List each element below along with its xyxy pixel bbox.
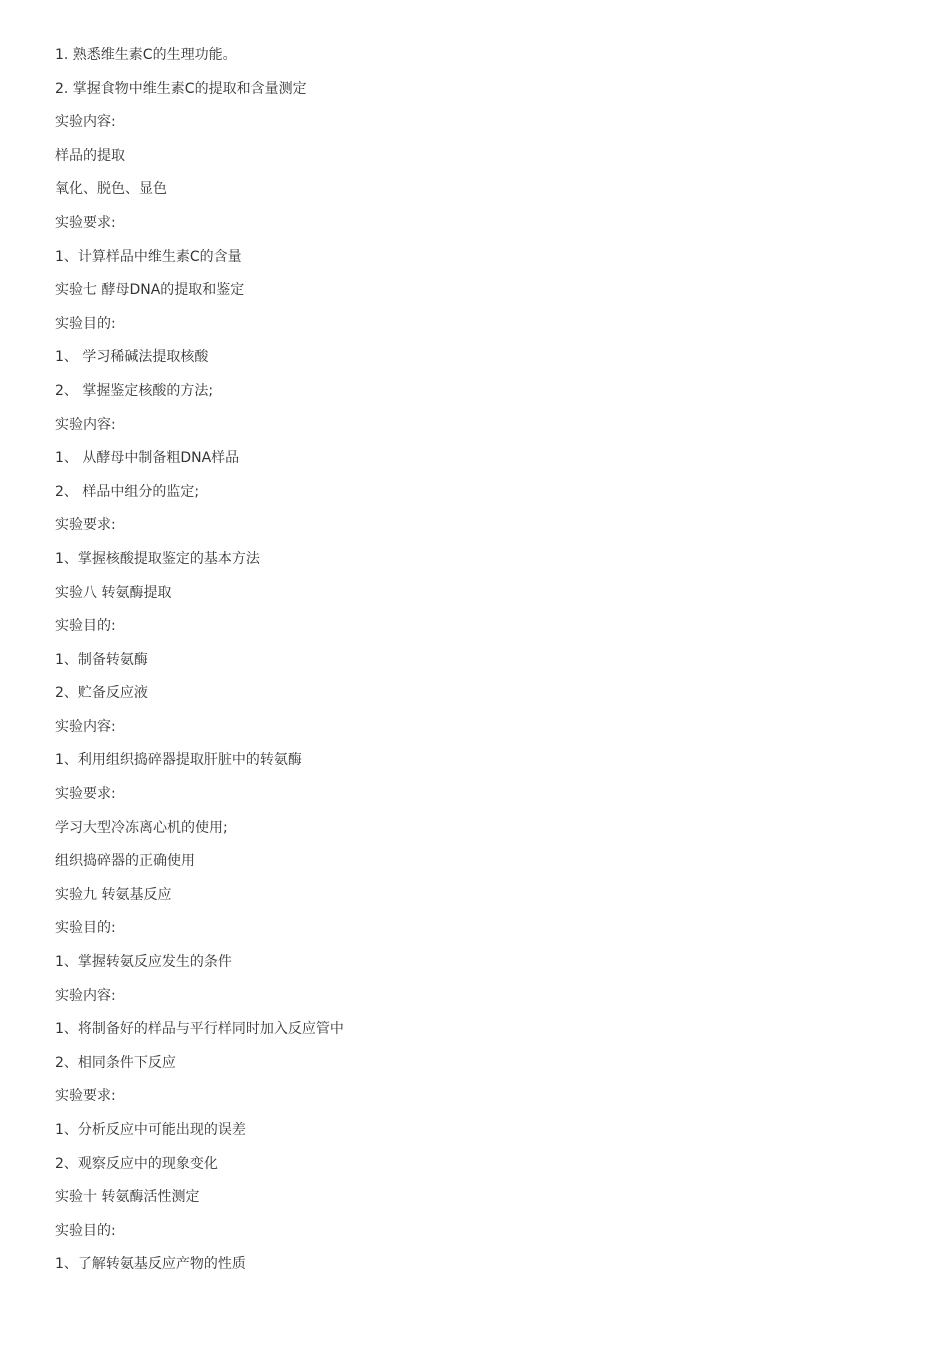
section-label: 实验要求: — [55, 214, 116, 231]
text-line: 学习大型冷冻离心机的使用; — [55, 819, 228, 836]
text-line: 1、利用组织捣碎器提取肝脏中的转氨酶 — [55, 752, 302, 769]
text-line: 2、 样品中组分的监定; — [55, 483, 200, 500]
section-label: 实验内容: — [55, 987, 116, 1004]
section-label: 实验内容: — [55, 416, 116, 433]
text-line: 1、制备转氨酶 — [55, 651, 148, 668]
section-label: 实验目的: — [55, 315, 116, 332]
text-line: 1、掌握转氨反应发生的条件 — [55, 954, 232, 971]
section-label: 实验内容: — [55, 114, 116, 131]
section-label: 实验目的: — [55, 1222, 116, 1239]
text-line: 2、贮备反应液 — [55, 685, 148, 702]
text-line: 1、了解转氨基反应产物的性质 — [55, 1256, 246, 1273]
text-line: 2、观察反应中的现象变化 — [55, 1155, 218, 1172]
document-body — [55, 44, 915, 1287]
experiment-heading: 实验十 转氨酶活性测定 — [55, 1189, 200, 1206]
text-line: 2. 掌握食物中维生素C的提取和含量测定 — [55, 80, 307, 97]
text-line: 2、 掌握鉴定核酸的方法; — [55, 382, 214, 399]
text-line: 1. 熟悉维生素C的生理功能。 — [55, 47, 237, 63]
experiment-heading: 实验八 转氨酶提取 — [55, 584, 172, 601]
experiment-heading: 实验九 转氨基反应 — [55, 886, 172, 903]
text-line: 1、分析反应中可能出现的误差 — [55, 1122, 246, 1138]
text-line: 1、 学习稀碱法提取核酸 — [55, 349, 209, 366]
section-label: 实验要求: — [55, 1088, 116, 1105]
text-line: 2、相同条件下反应 — [55, 1054, 176, 1071]
text-line: 氧化、脱色、显色 — [55, 181, 167, 198]
experiment-heading: 实验七 酵母DNA的提取和鉴定 — [55, 282, 245, 299]
section-label: 实验内容: — [55, 718, 116, 735]
section-label: 实验要求: — [55, 786, 116, 803]
section-label: 实验目的: — [55, 618, 116, 635]
text-line: 1、计算样品中维生素C的含量 — [55, 248, 242, 265]
text-line: 1、掌握核酸提取鉴定的基本方法 — [55, 550, 260, 567]
text-line: 1、 从酵母中制备粗DNA样品 — [55, 450, 240, 467]
text-line: 1、将制备好的样品与平行样同时加入反应管中 — [55, 1021, 344, 1038]
text-line: 样品的提取 — [55, 147, 125, 164]
text-line: 组织捣碎器的正确使用 — [55, 853, 195, 870]
section-label: 实验目的: — [55, 920, 116, 937]
section-label: 实验要求: — [55, 517, 116, 534]
